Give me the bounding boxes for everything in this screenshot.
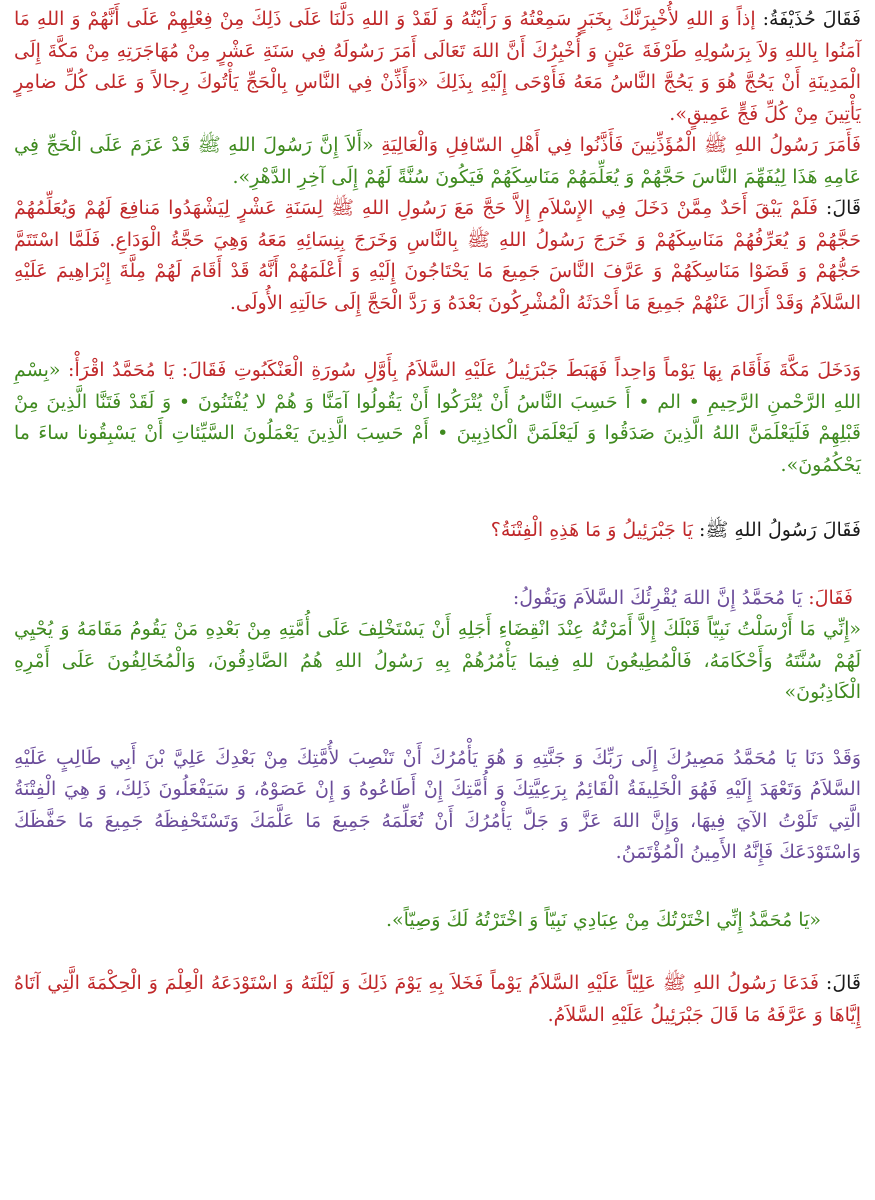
paragraph-hudhayfa bbox=[14, 4, 861, 130]
quote-text: «يَا مُحَمَّدُ إِنِّي اخْتَرْتُكَ مِنْ عِبَادِي نَبِيّاً وَ اخْتَرْتُهُ لَكَ وَصِيّاً». bbox=[385, 908, 821, 931]
paragraph-text: يَا جَبْرَئِيلُ وَ مَا هَذِهِ الْفِتْنَةُ؟ bbox=[490, 519, 693, 541]
speaker-label: فَقَالَ حُذَيْفَةُ: bbox=[762, 8, 861, 30]
quote-text: «إِنِّي مَا أَرْسَلْتُ نَبِيّاً قَبْلَكَ إِلاَّ أَمَرْتُهُ عِنْدَ انْقِضَاءِ أَجَلِهِ أَنْ يَسْتَخْلِفَ عَلَى أُمَّتِهِ مِنْ بَعْدِهِ مَنْ يَقُومُ مَقَامَهُ وَ يُحْيِي لَهُمْ سُنَّتَهُ وَأَحْكَامَهُ، فَالْمُطِيعُونَ للهِ فِيمَا يَأْمُرُهُمْ بِهِ رَسُولُ اللهِ هُمُ الصَّادِقُونَ، وَالْمُخَالِفُونَ عَلَى أَمْرِهِ الْكَاذِبُونَ» bbox=[14, 618, 861, 703]
paragraph-gap bbox=[14, 547, 861, 583]
paragraph-divine-quote bbox=[14, 614, 861, 709]
paragraph-question bbox=[14, 515, 861, 547]
paragraph-gap bbox=[14, 936, 861, 968]
paragraph-text: وَقَدْ دَنَا يَا مُحَمَّدُ مَصِيرُكَ إِلَى رَبِّكَ وَ جَنَّتِهِ وَ هُوَ يَأْمُرُكَ أَنْ تَنْصِبَ لأُمَّتِكَ مِنْ بَعْدِكَ عَلِيَّ بْنَ أَبِي طَالِبٍ عَلَيْهِ السَّلاَمُ وَتَعْهَدَ إِلَيْهِ فَهُوَ الْخَلِيفَةُ الْقَائِمُ بِرَعِيَّتِكَ وَ أُمَّتِكَ إِنْ أَطَاعُوهُ وَ إِنْ عَصَوْهُ، وَ سَيَفْعَلُونَ ذَلِكَ، وَ هِيَ الْفِتْنَةُ الَّتِي تَلَوْتُ الآيَ فِيهَا، وَإِنَّ اللهَ عَزَّ وَ جَلَّ يَأْمُرُكَ أَنْ تُعَلِّمَهُ جَمِيعَ مَا عَلَّمَكَ وَتَسْتَحْفِظَهُ جَمِيعَ مَا حَفَّظَكَ وَاسْتَوْدَعَكَ فَإِنَّهُ الأَمِينُ الْمُؤْتَمَنُ. bbox=[14, 746, 861, 863]
paragraph-text: فَدَعَا رَسُولُ اللهِ ﷺ عَلِيّاً عَلَيْهِ السَّلاَمُ يَوْماً فَخَلاَ بِهِ يَوْمَ ذَلِكَ وَ لَيْلَتَهُ وَ اسْتَوْدَعَهُ الْعِلْمَ وَ الْحِكْمَةَ الَّتِي آتَاهُ إِيَّاهَا وَ عَرَّفَهُ مَا قَالَ جَبْرَئِيلُ عَلَيْهِ السَّلاَمُ. bbox=[14, 972, 861, 1026]
paragraph-text: إذاً وَ اللهِ لأُخْبِرَنَّكَ بِخَبَرٍ سَمِعْتُهُ وَ رَأَيْتُهُ وَ لَقَدْ وَ اللهِ دَلَّنَا عَلَى ذَلِكَ مِنْ فِعْلِهِمْ عَلَى أَنَّهُمْ وَ اللهِ مَا آمَنُوا بِاللهِ وَلاَ بِرَسُولِهِ طَرْفَةَ عَيْنٍ وَ أُخْبِرُكَ أَنَّ اللهَ تَعَالَى أَمَرَ رَسُولَهُ فِي سَنَةِ عَشْرٍ مِنْ مُهَاجَرَتِهِ مِنْ مَكَّةَ إِلَى الْمَدِينَةِ أَنْ يَحُجَّ هُوَ وَ يَحُجَّ النَّاسُ مَعَهُ فَأَوْحَى إِلَيْهِ بِذَلِكَ «وَأَذِّنْ فِي النَّاسِ بِالْحَجِّ يَأْتُوكَ رِجالاً وَ عَلى كُلِّ ضامِرٍ يَأْتِينَ مِنْ كُلِّ فَجٍّ عَمِيقٍ». bbox=[14, 8, 861, 125]
paragraph-muadhdhin bbox=[14, 130, 861, 193]
speaker-label: فَقَالَ: bbox=[808, 586, 853, 609]
quote-text: «أَلاَ إِنَّ رَسُولَ اللهِ ﷺ قَدْ عَزَمَ عَلَى الْحَجِّ فِي عَامِهِ هَذَا لِيُفَهِّمَ النَّاسَ حَجَّهُمْ وَ يُعَلِّمَهُمْ مَنَاسِكَهُمْ فَيَكُونَ سُنَّةً لَهُمْ إِلَى آخِرِ الدَّهْرِ». bbox=[14, 134, 861, 188]
speaker-label: فَقَالَ رَسُولُ اللهِ ﷺ: bbox=[698, 519, 861, 541]
paragraph-text: فَلَمْ يَبْقَ أَحَدٌ مِمَّنْ دَخَلَ فِي الإِسْلاَمِ إِلاَّ حَجَّ مَعَ رَسُولِ اللهِ ﷺ لِسَنَةِ عَشْرٍ لِيَشْهَدُوا مَنافِعَ لَهُمْ وَيُعَلِّمُهُمْ حَجَّهُمْ وَ يُعَرِّفُهُمْ مَنَاسِكَهُمْ وَ خَرَجَ رَسُولُ اللهِ ﷺ بِالنَّاسِ وَخَرَجَ بِنِسَائِهِ مَعَهُ وَهِيَ حَجَّةُ الْوَدَاعِ. فَلَمَّا اسْتَتَمَّ حَجُّهُمْ وَ قَضَوْا مَنَاسِكَهُمْ وَ عَرَّفَ النَّاسَ جَمِيعَ مَا يَحْتَاجُونَ إِلَيْهِ وَ أَعْلَمَهُمْ أَنَّهُ قَدْ أَقَامَ لَهُمْ مِلَّةَ إِبْرَاهِيمَ عَلَيْهِ السَّلاَمُ وَقَدْ أَزَالَ عَنْهُمْ جَمِيعَ مَا أَحْدَثَهُ الْمُشْرِكُونَ بَعْدَهُ وَ رَدَّ الْحَجَّ إِلَى حَالَتِهِ الأُولَى. bbox=[14, 197, 861, 314]
paragraph-text: فَأَمَرَ رَسُولُ اللهِ ﷺ الْمُؤَذِّنِينَ فَأَذَّنُوا فِي أَهْلِ السّافِلِ وَالْعَالِيَةِ bbox=[381, 134, 862, 156]
paragraph-gap bbox=[14, 709, 861, 743]
speaker-label: قَالَ: bbox=[825, 197, 861, 219]
paragraph-entrust bbox=[14, 968, 861, 1031]
paragraph-gap bbox=[14, 481, 861, 515]
quote-text: «بِسْمِ اللهِ الرَّحْمنِ الرَّحِيمِ • الم • أَ حَسِبَ النَّاسُ أَنْ يُتْرَكُوا أَنْ يَقُولُوا آمَنَّا وَ هُمْ لا يُفْتَنُونَ • وَ لَقَدْ فَتَنَّا الَّذِينَ مِنْ قَبْلِهِمْ فَلَيَعْلَمَنَّ اللهُ الَّذِينَ صَدَقُوا وَ لَيَعْلَمَنَّ الْكاذِبِينَ • أَمْ حَسِبَ الَّذِينَ يَعْمَلُونَ السَّيِّئاتِ أَنْ يَسْبِقُونا ساءَ ما يَحْكُمُونَ». bbox=[14, 359, 861, 476]
paragraph-gap bbox=[14, 319, 861, 355]
paragraph-text: يَا مُحَمَّدُ إِنَّ اللهَ يُقْرِئُكَ السَّلاَمَ وَيَقُولُ: bbox=[512, 586, 803, 609]
speaker-label: قَالَ: bbox=[825, 972, 861, 994]
paragraph-text: وَدَخَلَ مَكَّةَ فَأَقَامَ بِهَا يَوْماً وَاحِداً فَهَبَطَ جَبْرَئِيلُ عَلَيْهِ السَّلاَمُ بِأَوَّلِ سُورَةِ الْعَنْكَبُوتِ فَقَالَ: يَا مُحَمَّدُ اقْرَأْ: bbox=[68, 359, 862, 381]
paragraph-gap bbox=[14, 869, 861, 905]
paragraph-chosen bbox=[14, 905, 861, 937]
paragraph-ankabut bbox=[14, 355, 861, 481]
paragraph-answer bbox=[14, 583, 861, 615]
paragraph-succession bbox=[14, 743, 861, 869]
paragraph-farewell-hajj bbox=[14, 193, 861, 319]
